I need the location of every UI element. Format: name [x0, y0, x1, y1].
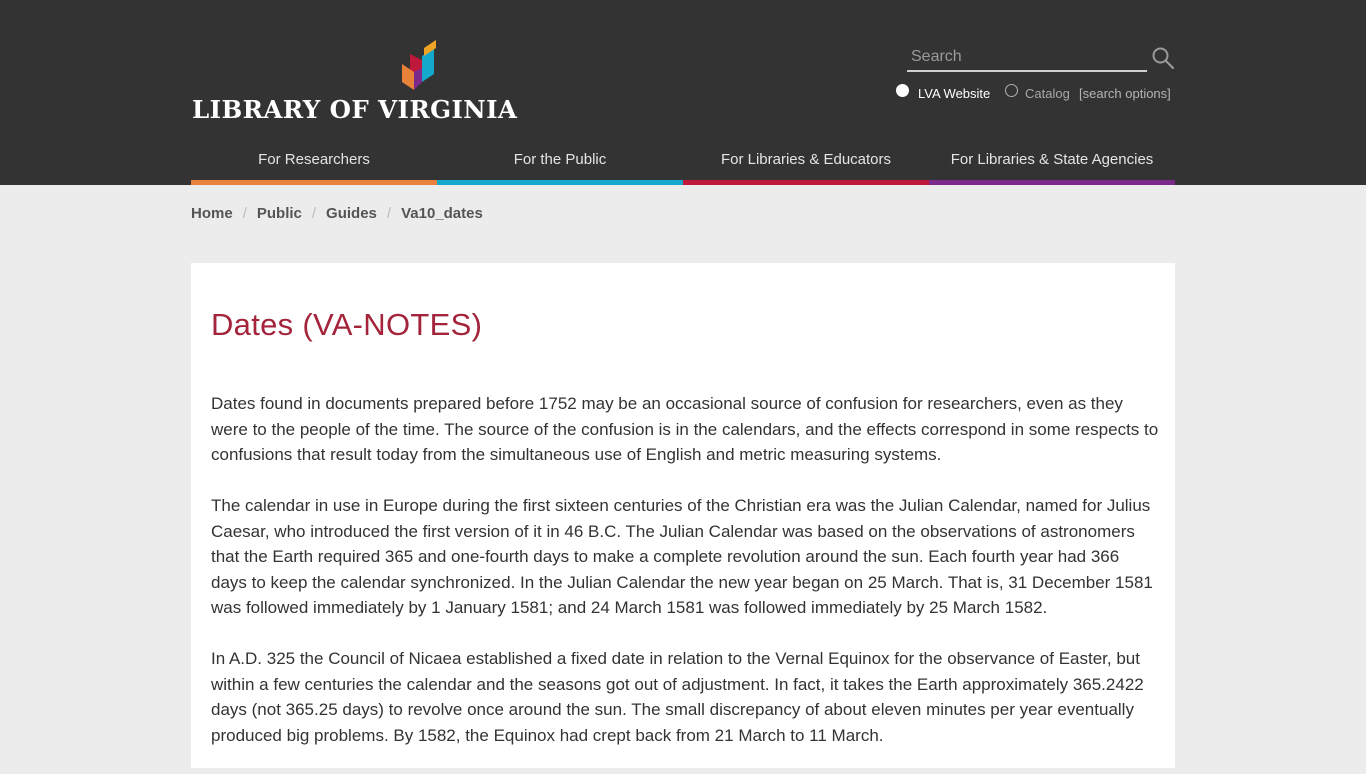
site-logo[interactable] — [192, 38, 518, 124]
breadcrumb-home[interactable]: Home — [191, 205, 233, 222]
search-icon[interactable] — [1151, 46, 1175, 70]
paragraph: The calendar in use in Europe during the first sixteen centuries of the Christian era was the Julian Calendar, named for Julius Caesar, who introduced the first version of it in 46 B.C. The Julian Calendar was based on the observations of astronomers that the Earth required 365 and one-fourth days to make a complete revolution around the sun. Each fourth year had 366 days to keep the calendar synchronized. In the Julian Calendar the new year began on 25 March. That is, 31 December 1581 was followed immediately by 1 January 1581; and 24 March 1581 was followed immediately by 25 March 1582. — [211, 496, 1153, 617]
nav-color-bar — [191, 180, 437, 185]
nav-label: For Libraries & Educators — [720, 151, 892, 168]
search-form — [907, 44, 1175, 74]
nav-for-the-public[interactable] — [437, 140, 683, 185]
nav-color-bar — [683, 180, 929, 185]
site-header — [0, 0, 1366, 185]
nav-for-libraries-state-agencies[interactable] — [929, 140, 1175, 185]
paragraph: Dates found in documents prepared before 1752 may be an occasional source of confusion for researchers, even as they were to the people of the time. The source of the confusion is in the calendars, and the effects correspond in some respects to confusions that result today from the simultaneous use of English and metric measuring systems. — [211, 394, 1159, 464]
radio-label-catalog[interactable]: Catalog — [1025, 86, 1070, 101]
radio-label-lva-website[interactable]: LVA Website — [918, 86, 991, 101]
breadcrumb-current[interactable]: Va10_dates — [401, 205, 483, 222]
main-content — [191, 263, 1175, 768]
breadcrumb-separator: / — [242, 205, 247, 222]
main-nav — [191, 140, 1175, 185]
search-input[interactable] — [907, 44, 1147, 72]
breadcrumb-separator: / — [311, 205, 317, 222]
nav-label: For Libraries & State Agencies — [950, 151, 1154, 168]
breadcrumb-guides[interactable]: Guides — [326, 205, 377, 222]
nav-color-bar — [929, 180, 1175, 185]
breadcrumb-public[interactable]: Public — [256, 205, 302, 222]
nav-for-researchers[interactable] — [191, 140, 437, 185]
search-options-link[interactable]: [search options] — [1079, 86, 1171, 101]
nav-for-libraries-educators[interactable] — [683, 140, 929, 185]
book-logo-icon — [400, 38, 444, 94]
nav-color-bar — [437, 180, 683, 185]
page-title: Dates (VA-NOTES) — [211, 307, 483, 342]
search-scope — [895, 84, 1177, 104]
article-body — [211, 391, 1159, 774]
breadcrumb-separator: / — [386, 205, 392, 222]
breadcrumb — [191, 205, 483, 225]
site-logo-text: LIBRARY OF VIRGINIA — [192, 95, 518, 124]
nav-label: For the Public — [513, 151, 607, 168]
radio-catalog[interactable] — [1005, 84, 1018, 97]
paragraph: In A.D. 325 the Council of Nicaea established a fixed date in relation to the Vernal Equinox for the observance of Easter, but within a few centuries the calendar and the seasons got out of adjustment. In fact, it takes the Earth approximately 365.2422 days (not 365.25 days) to revolve once around the sun. The small discrepancy of about eleven minutes per year eventually produced big problems. By 1582, the Equinox had crept back from 21 March to 11 March. — [211, 649, 1144, 745]
radio-lva-website[interactable] — [896, 84, 909, 97]
nav-label: For Researchers — [258, 151, 370, 168]
